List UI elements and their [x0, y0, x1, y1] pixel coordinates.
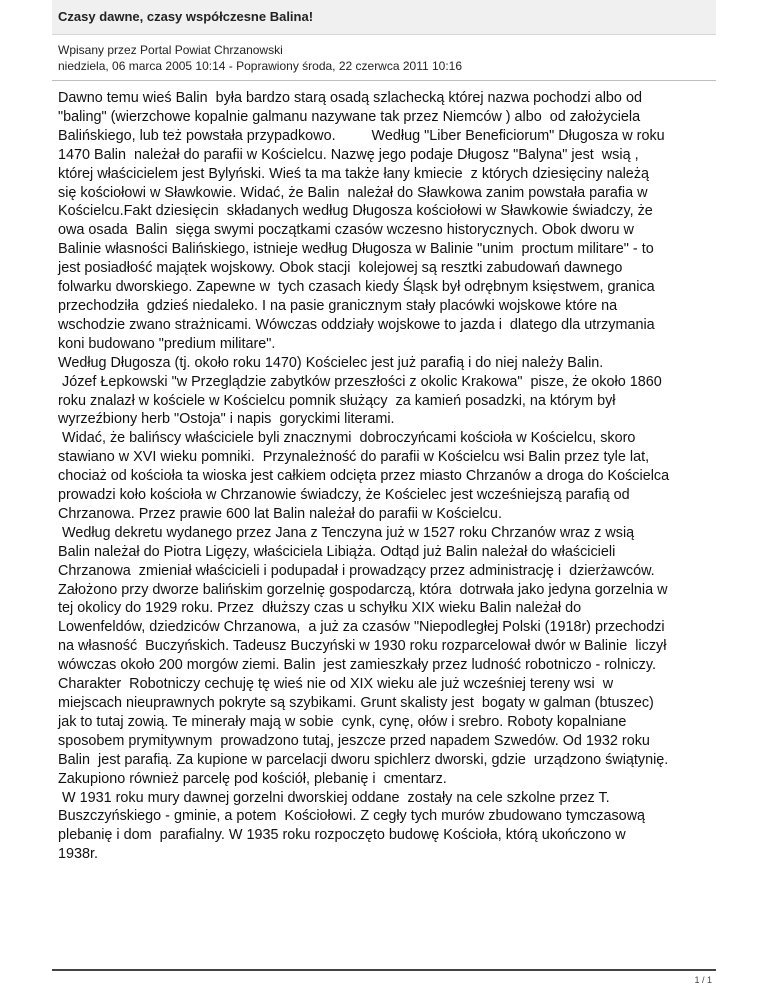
- body-text-line: folwarku dworskiego. Zapewne w tych czasach kiedy Śląsk był odrębnym księstwem, granica: [58, 279, 655, 296]
- body-text-line: Widać, że balińscy właściciele byli znacznymi dobroczyńcami kościoła w Kościelcu, skoro: [58, 430, 636, 447]
- body-text-line: owa osada Balin sięga swymi początkami czasów wczesno historycznych. Obok dworu w: [58, 222, 634, 239]
- author-line: Wpisany przez Portal Powiat Chrzanowski: [58, 43, 283, 57]
- body-text-line: Chrzanowa zmieniał właścicieli i podupadał i prowadzący przez administrację i dzierżawców.: [58, 562, 655, 579]
- body-text-line: Balin jest parafią. Za kupione w parcelacji dworu spichlerz dworski, gdzie urządzono świątynię.: [58, 751, 669, 768]
- footer-divider: [52, 969, 716, 971]
- article-body: [58, 89, 716, 864]
- body-text-line: miejscach nieuprawnych pokryte są szybikami. Grunt skalisty jest bogaty w galman (btuszec): [58, 695, 654, 711]
- body-text-line: Założono przy dworze balińskim gorzelnię gospodarczą, która dotrwała jako jedyna gorzelnia w: [58, 581, 668, 598]
- body-text-line: sposobem prymitywnym prowadzono tutaj, jeszcze przed napadem Szwedów. Od 1932 roku: [58, 732, 650, 749]
- page-title: Czasy dawne, czasy współczesne Balina!: [58, 9, 314, 24]
- body-text-line: wschodzie zwano strażnicami. Wówczas oddziały wojskowe to jazda i dlatego dla utrzymania: [58, 316, 655, 333]
- body-text-line: Józef Łepkowski "w Przeglądzie zabytków przeszłości z okolic Krakowa" pisze, że około 1860: [58, 373, 662, 390]
- body-text-line: Charakter Robotniczy cechuję tę wieś nie od XIX wieku ale już wcześniej tereny wsi w: [58, 676, 614, 693]
- body-text-line: się kościołowi w Sławkowie. Widać, że Balin należał do Sławkowa zanim powstała parafia w: [58, 184, 648, 201]
- body-text-line: przechodziła gdzieś niedaleko. I na pasie granicznym stały placówki wojskowe które na: [58, 297, 618, 314]
- body-text-line: "baling" (wierzchowe kopalnie galmanu nazywane tak przez Niemców ) albo od założyciela: [58, 108, 641, 125]
- body-text-line: plebanię i dom parafialny. W 1935 roku rozpoczęto budowę Kościoła, którą ukończono w: [58, 827, 626, 844]
- body-text-line: Buszczyńskiego - gminie, a potem Kościołowi. Z cegły tych murów zbudowano tymczasową: [58, 808, 646, 825]
- body-text-line: koni budowano "predium militare".: [58, 335, 276, 352]
- body-text-line: Chrzanowa. Przez prawie 600 lat Balin należał do parafii w Kościelcu.: [58, 505, 502, 522]
- body-text-line: Według dekretu wydanego przez Jana z Tenczyna już w 1527 roku Chrzanów wraz z wsią: [58, 524, 635, 541]
- body-text-line: chociaż od kościoła ta wioska jest całkiem odcięta przez miasto Chrzanów a droga do Kościelca: [58, 468, 670, 485]
- body-text-line: jak to tutaj zowią. Te minerały mają w sobie cynk, cynę, ołów i srebro. Roboty kopalniane: [58, 713, 627, 730]
- date-line: niedziela, 06 marca 2005 10:14 - Poprawiony środa, 22 czerwca 2011 10:16: [58, 59, 463, 73]
- body-text-line: Dawno temu wieś Balin była bardzo starą osadą szlachecką której nazwa pochodzi albo od: [58, 90, 642, 106]
- article-meta: [58, 42, 462, 74]
- body-text-line: Lowenfeldów, dziedziców Chrzanowa, a już za czasów "Niepodległej Polski (1918r) przechodzi: [58, 619, 665, 636]
- body-text-line: Kościelcu.Fakt dziesięcin składanych według Długosza kościołowi w Sławkowie świadczy, że: [58, 203, 653, 220]
- body-text-line: prowadzi koło kościoła w Chrzanowie świadczy, że Kościelec jest wcześniejszą parafią od: [58, 487, 630, 504]
- body-text-line: której właścicielem jest Bylyński. Wieś ta ma także łany kmiecie z których dziesięciny należą: [58, 165, 650, 182]
- page-number: 1 / 1: [694, 975, 712, 985]
- body-text-line: 1938r.: [58, 846, 99, 863]
- body-text-line: Balin należał do Piotra Ligęzy, właściciela Libiąża. Odtąd już Balin należał do właścicieli: [58, 543, 616, 560]
- body-text-line: stawiano w XVI wieku pomniki. Przynależność do parafii w Kościelcu wsi Balin przez tyle lat,: [58, 449, 650, 466]
- body-text-line: wyrzeźbiony herb "Ostoja" i napis goryckimi literami.: [58, 411, 395, 428]
- body-text-line: roku znalazł w kościele w Kościelcu pomnik służący za kamień posadzki, na którym był: [58, 392, 616, 409]
- body-text-line: Zakupiono również parcelę pod kościół, plebanię i cmentarz.: [58, 770, 447, 787]
- body-text-line: Balińskiego, lub też powstała przypadkowo. Według "Liber Beneficiorum" Długosza w roku: [58, 127, 665, 144]
- header-divider: [52, 80, 716, 81]
- body-text-line: Według Długosza (tj. około roku 1470) Kościelec jest już parafią i do niej należy Balin.: [58, 354, 604, 371]
- title-bar: [52, 0, 716, 35]
- body-text-line: tej okolicy do 1929 roku. Przez dłuższy czas u schyłku XIX wieku Balin należał do: [58, 600, 582, 617]
- body-text-line: na własność Buczyńskich. Tadeusz Buczyński w 1930 roku rozparcelował dwór w Balinie liczył: [58, 638, 667, 655]
- body-text-line: 1470 Balin należał do parafii w Kościelcu. Nazwę jego podaje Długosz "Balyna" jest wsią ,: [58, 146, 639, 163]
- body-text-line: Balinie własności Balińskiego, istnieje według Długosza w Balinie "unim proctum militare" - to: [58, 241, 654, 258]
- body-text-line: wówczas około 200 morgów ziemi. Balin jest zamieszkały przez ludność robotniczo - rolniczy.: [58, 657, 656, 674]
- body-text-line: W 1931 roku mury dawnej gorzelni dworskiej oddane zostały na cele szkolne przez T.: [58, 789, 610, 806]
- body-text-line: jest posiadłość majątek wojskowy. Obok stacji kolejowej są resztki zabudowań dawnego: [58, 260, 623, 277]
